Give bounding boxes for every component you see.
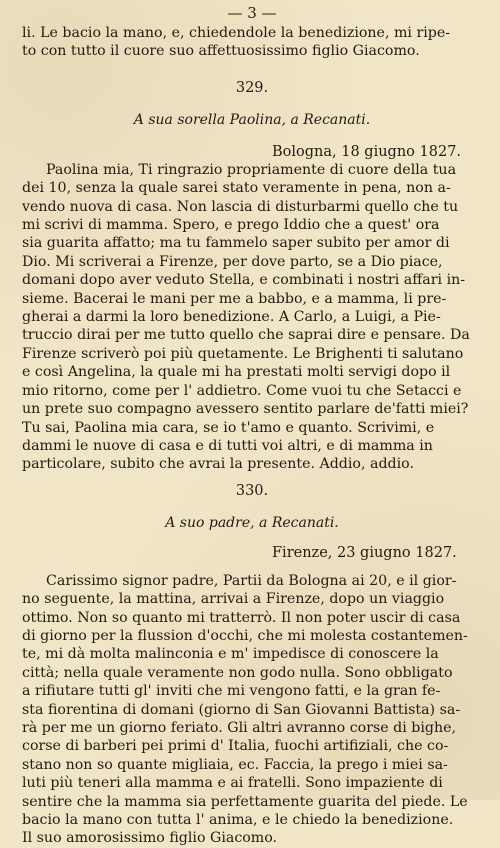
text-line: te, mi dà molta malinconia e m' impedisce di conoscere la xyxy=(22,646,439,663)
letter-330 xyxy=(22,482,482,848)
text-line: e così Angelina, la quale mi ha prestati molti servigi dopo il xyxy=(22,364,451,381)
text-line: di giorno per la flussion d'occhi, che mi molesta costantemen- xyxy=(22,627,468,644)
text-line: to con tutto il cuore suo affettuosissimo figlio Giacomo. xyxy=(22,43,420,60)
text-line: mi scrivi di mamma. Spero, e prego Iddio che a quest' ora xyxy=(22,217,440,234)
text-line: Il suo amorosissimo figlio Giacomo. xyxy=(22,830,278,847)
letter-body xyxy=(22,572,482,848)
text-line: sia guarita affatto; ma tu fammelo saper subito per amor di xyxy=(22,235,450,252)
text-line: dei 10, senza la quale sarei stato veramente in pena, non a- xyxy=(22,180,451,197)
letter-date: Bologna, 18 giugno 1827. xyxy=(272,143,462,160)
text-line: Firenze scriverò poi più quetamente. Le Brighenti ti salutano xyxy=(22,345,464,362)
text-line: mio ritorno, come per l' addietro. Come vuoi tu che Setacci e xyxy=(22,382,462,399)
text-line: vendo nuova di casa. Non lascia di disturbarmi quello che tu xyxy=(22,198,459,215)
text-line: truccio dirai per me tutto quello che saprai dire e pensare. Da xyxy=(22,327,470,344)
letter-number: 330. xyxy=(235,482,269,499)
text-line: a rifiutare tutti gl' inviti che mi vengono fatti, e la gran fe- xyxy=(22,683,441,700)
text-line: città; nella quale veramente non godo nulla. Sono obbligato xyxy=(22,664,453,681)
text-line: dammi le nuove di casa e di tutti voi altri, e di mamma in xyxy=(22,437,433,454)
text-line: Carissimo signor padre, Partii da Bologna ai 20, e il gior- xyxy=(46,572,457,589)
text-line: luti più teneri alla mamma e ai fratelli. Sono impaziente di xyxy=(22,775,443,792)
text-line: li. Le bacio la mano, e, chiedendole la benedizione, mi ripe- xyxy=(22,25,451,41)
text-line: sieme. Bacerai le mani per me a babbo, e a mamma, li pre- xyxy=(22,290,447,307)
letter-body xyxy=(22,161,482,474)
text-line: rà per me un giorno feriato. Gli altri avranno corse di bighe, xyxy=(22,719,457,736)
letter-number: 329. xyxy=(235,79,269,96)
text-line: stano non so quante migliaia, ec. Faccia, la prego i miei sa- xyxy=(22,756,448,773)
text-line: Tu sai, Paolina mia cara, se io t'amo e quanto. Scrivimi, e xyxy=(22,419,435,436)
text-line: bacio la mano con tutta l' anima, e le chiedo la benedizione. xyxy=(22,812,454,828)
text-line: particolare, subito che avrai la presente. Addio, addio. xyxy=(22,456,414,473)
text-line: no seguente, la mattina, arrivai a Firenze, dopo un viaggio xyxy=(22,591,445,608)
text-line: corse di barberi pei primi d' Italia, fuochi artifiziali, che co- xyxy=(22,738,449,755)
text-line: ottimo. Non so quanto mi tratterrò. Il non poter uscir di casa xyxy=(22,609,461,626)
letter-date: Firenze, 23 giugno 1827. xyxy=(272,544,457,561)
letter-title: A suo padre, a Recanati. xyxy=(165,514,339,531)
letter-title: A sua sorella Paolina, a Recanati. xyxy=(133,111,371,128)
page-number: — 3 — xyxy=(227,4,277,22)
text-line: domani dopo aver veduto Stella, e combinati i nostri affari in- xyxy=(22,272,466,289)
text-line: Dio. Mi scriverai a Firenze, per dove parto, se a Dio piace, xyxy=(22,253,443,270)
text-line: Paolina mia, Ti ringrazio propriamente di cuore della tua xyxy=(46,161,457,178)
intro-paragraph xyxy=(22,24,482,61)
text-line: sentire che la mamma sia perfettamente guarita del piede. Le xyxy=(22,793,468,810)
text-line: sta fiorentina di domani (giorno di San Giovanni Battista) sa- xyxy=(22,701,461,718)
text-line: un prete suo compagno avessero sentito parlare de'fatti miei? xyxy=(22,401,469,418)
letter-329 xyxy=(22,79,482,474)
text-line: gherai a darmi la loro benedizione. A Carlo, a Luigi, a Pie- xyxy=(22,309,441,326)
